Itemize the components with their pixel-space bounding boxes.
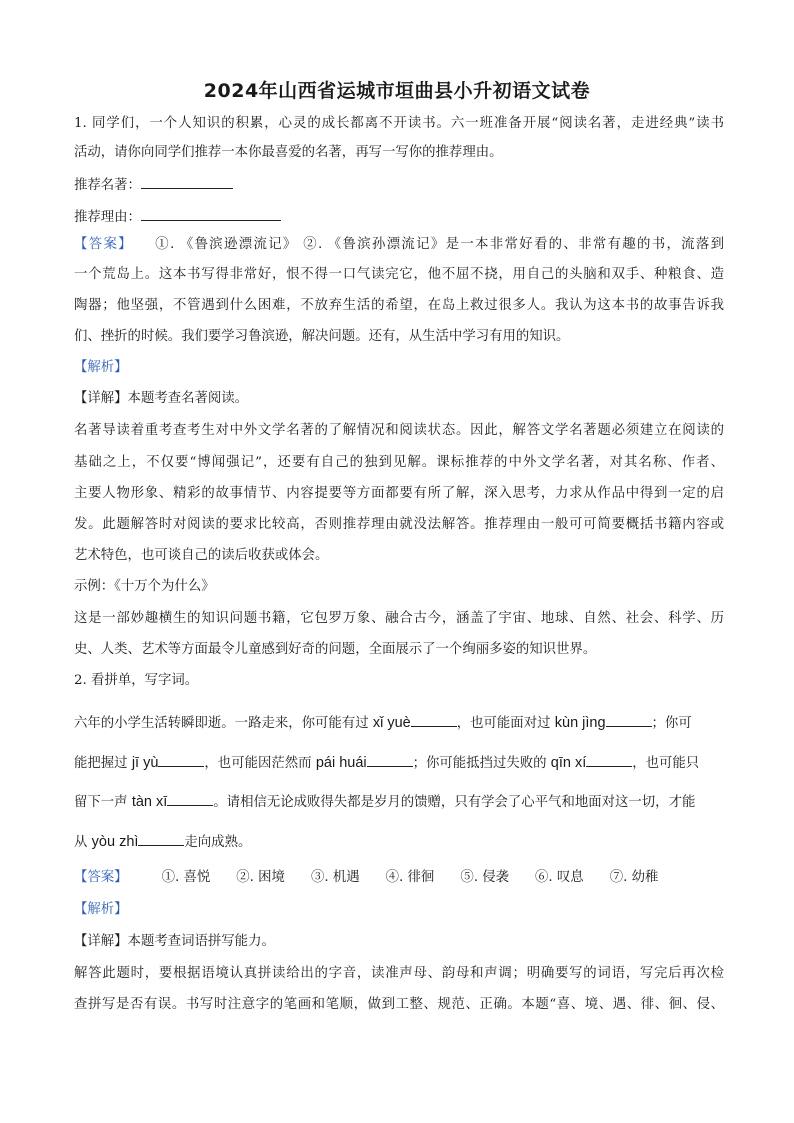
blank-5 bbox=[586, 752, 632, 767]
q2-text: ；你可能抵挡过失败的 bbox=[412, 756, 551, 771]
q2-detail: 【详解】本题考查词语拼写能力。 bbox=[74, 934, 275, 949]
q2-answer-row bbox=[74, 869, 724, 887]
example-title: 示例：《十万个为什么》 bbox=[74, 579, 215, 594]
q1-para-3: 主要人物形象、精彩的故事情节、内容提要等方面都要有所了解，深入思考，力求从作品中得到一定的启 bbox=[74, 486, 724, 501]
q1-line-1: 1. 同学们，一个人知识的积累，心灵的成长都离不开读书。六一班准备开展“阅读名著，走进经典”读书 bbox=[74, 116, 724, 131]
q2-text: ，也可能因茫然而 bbox=[204, 756, 316, 771]
book-field-row bbox=[74, 174, 724, 195]
pinyin-5: qīn xí bbox=[550, 755, 587, 771]
pinyin-1: xǐ yuè bbox=[372, 715, 411, 731]
q1-line-2: 活动，请你向同学们推荐一本你最喜爱的名著，再写一写你的推荐理由。 bbox=[74, 145, 503, 160]
reason-label: 推荐理由： bbox=[74, 210, 141, 225]
answer-item: ③. 机遇 bbox=[310, 870, 360, 885]
pinyin-2: kùn jìng bbox=[554, 715, 606, 731]
blank-4 bbox=[367, 752, 413, 767]
q1-para-2: 基础之上，不仅要“博闻强记”，还要有自己的独到见解。课标推荐的中外文学名著，对其名称、作者、 bbox=[74, 455, 724, 470]
q2-sentence-3 bbox=[74, 791, 724, 812]
q2-sentence-2 bbox=[74, 752, 724, 773]
q1-answer-line-2: 一个荒岛上。这本书写得非常好，恨不得一口气读完它，他不屈不挠，用自己的头脑和双手、种粮食、造 bbox=[74, 267, 724, 282]
answer-item: ⑥. 叹息 bbox=[535, 870, 584, 885]
answer-item: ①. 喜悦 bbox=[161, 870, 211, 885]
q2-text: ；你可 bbox=[651, 716, 692, 731]
reason-field-row bbox=[74, 206, 724, 227]
q1-para-1: 名著导读着重考查考生对中外文学名著的了解情况和阅读状态。因此，解答文学名著题必须建立在阅读的 bbox=[74, 423, 724, 438]
q2-sentence-1 bbox=[74, 712, 724, 733]
q2-text: 留下一声 bbox=[74, 795, 132, 810]
q2-text: 从 bbox=[74, 835, 92, 850]
q1-answer-line-1 bbox=[74, 236, 724, 254]
q1-answer-line-4: 们、挫折的时候。我们要学习鲁滨逊，解决问题。还有，从生活中学习有用的知识。 bbox=[74, 329, 570, 344]
q2-text: 六年的小学生活转瞬即逝。一路走来，你可能有过 bbox=[74, 716, 373, 731]
q2-text: ，也可能面对过 bbox=[456, 716, 555, 731]
blank-1 bbox=[411, 712, 457, 727]
answer-item: ⑤. 侵袭 bbox=[460, 870, 509, 885]
answer-item: ⑦. 幼稚 bbox=[609, 870, 659, 885]
q2-para-2: 查拼写是否有误。书写时注意字的笔画和笔顺，做到工整、规范、正确。本题“喜、境、遇、徘、徊、侵、 bbox=[74, 997, 724, 1012]
q2-sentence-4 bbox=[74, 831, 724, 852]
analysis-tag: 【解析】 bbox=[74, 902, 128, 917]
q2-text: 能把握过 bbox=[74, 756, 132, 771]
page-title: 2024年山西省运城市垣曲县小升初语文试卷 bbox=[203, 80, 591, 102]
blank-7 bbox=[138, 831, 184, 846]
q2-text: ，也可能只 bbox=[632, 756, 700, 771]
q2-para-1: 解答此题时，要根据语境认真拼读给出的字音，读准声母、韵母和声调；明确要写的词语，写完后再次检 bbox=[74, 966, 724, 981]
answer-item: ②. 困境 bbox=[236, 870, 285, 885]
book-label: 推荐名著： bbox=[74, 178, 141, 193]
example-line-1: 这是一部妙趣横生的知识问题书籍，它包罗万象、融合古今，涵盖了宇宙、地球、自然、社会、科学、历 bbox=[74, 611, 724, 626]
q2-text: 走向成熟。 bbox=[184, 835, 252, 850]
q1-para-4: 发。此题解答时对阅读的要求比较高，否则推荐理由就没法解答。推荐理由一般可可简要概括书籍内容或 bbox=[74, 517, 724, 532]
pinyin-6: tàn xī bbox=[131, 794, 168, 810]
analysis-tag: 【解析】 bbox=[74, 360, 128, 375]
blank-2 bbox=[606, 712, 652, 727]
pinyin-7: yòu zhì bbox=[91, 834, 139, 850]
q2-text: 。请相信无论成败得失都是岁月的馈赠，只有学会了心平气和地面对这一切，才能 bbox=[213, 795, 696, 810]
q1-detail: 【详解】本题考查名著阅读。 bbox=[74, 391, 249, 406]
answer-text: ①. 《鲁滨逊漂流记》 ②. 《鲁滨孙漂流记》是一本非常好看的、非常有趣的书，流落到 bbox=[155, 237, 725, 252]
pinyin-3: jī yù bbox=[131, 755, 159, 771]
answer-tag: 【答案】 bbox=[74, 870, 128, 885]
pinyin-4: pái huái bbox=[315, 755, 367, 771]
blank-6 bbox=[167, 791, 213, 806]
q2-heading: 2. 看拼单，写字词。 bbox=[74, 673, 199, 688]
reason-blank bbox=[141, 206, 281, 221]
answer-item: ④. 徘徊 bbox=[385, 870, 435, 885]
book-blank bbox=[141, 174, 233, 189]
answer-tag: 【答案】 bbox=[74, 237, 133, 252]
blank-3 bbox=[158, 752, 204, 767]
example-line-2: 史、人类、艺术等方面最令儿童感到好奇的问题，全面展示了一个绚丽多姿的知识世界。 bbox=[74, 642, 597, 657]
q1-answer-line-3: 陶器；他坚强，不管遇到什么困难，不放弃生活的希望，在岛上救过很多人。我认为这本书的故事告诉我 bbox=[74, 298, 724, 313]
q1-para-5: 艺术特色，也可谈自己的读后收获或体会。 bbox=[74, 548, 329, 563]
